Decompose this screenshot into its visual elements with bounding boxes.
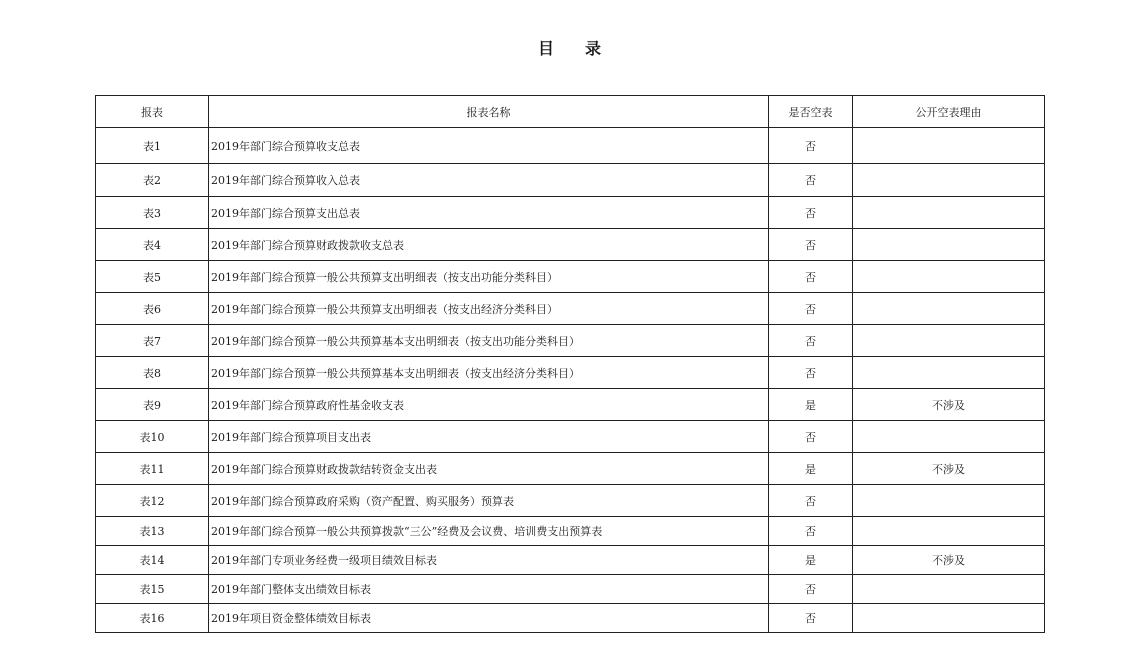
row-report-id: 表8 [96,357,209,389]
table-row [96,197,1045,229]
header-report-name: 报表名称 [209,96,769,128]
row-report-name: 2019年部门综合预算收入总表 [209,164,769,197]
row-report-id: 表10 [96,421,209,453]
table-row [96,421,1045,453]
row-report-name: 2019年部门综合预算财政拨款结转资金支出表 [209,453,769,485]
table-row [96,261,1045,293]
row-report-id: 表13 [96,517,209,546]
table-row [96,517,1045,546]
table-row [96,128,1045,164]
row-report-id: 表5 [96,261,209,293]
row-is-empty: 否 [769,229,853,261]
row-report-id: 表14 [96,546,209,575]
table-row [96,453,1045,485]
row-is-empty: 否 [769,164,853,197]
row-empty-reason [853,229,1045,261]
row-empty-reason: 不涉及 [853,453,1045,485]
table-row [96,604,1045,633]
table-row [96,229,1045,261]
row-is-empty: 是 [769,546,853,575]
header-report-id: 报表 [96,96,209,128]
row-report-id: 表3 [96,197,209,229]
row-report-name: 2019年项目资金整体绩效目标表 [209,604,769,633]
row-report-id: 表6 [96,293,209,325]
row-report-name: 2019年部门专项业务经费一级项目绩效目标表 [209,546,769,575]
row-is-empty: 是 [769,389,853,421]
row-report-name: 2019年部门综合预算政府采购（资产配置、购买服务）预算表 [209,485,769,517]
title-part-2: 录 [585,39,603,58]
row-is-empty: 否 [769,604,853,633]
row-report-id: 表11 [96,453,209,485]
row-is-empty: 是 [769,453,853,485]
row-is-empty: 否 [769,421,853,453]
table-row [96,293,1045,325]
row-empty-reason [853,261,1045,293]
table-body [96,128,1045,633]
row-report-id: 表15 [96,575,209,604]
row-is-empty: 否 [769,197,853,229]
row-empty-reason [853,517,1045,546]
report-index-table [95,95,1045,633]
row-empty-reason: 不涉及 [853,389,1045,421]
row-empty-reason [853,485,1045,517]
row-report-id: 表1 [96,128,209,164]
row-is-empty: 否 [769,485,853,517]
row-report-name: 2019年部门整体支出绩效目标表 [209,575,769,604]
table-row [96,325,1045,357]
row-is-empty: 否 [769,357,853,389]
row-is-empty: 否 [769,517,853,546]
table-row [96,575,1045,604]
row-empty-reason [853,575,1045,604]
row-report-id: 表4 [96,229,209,261]
row-report-id: 表9 [96,389,209,421]
row-report-id: 表2 [96,164,209,197]
row-report-name: 2019年部门综合预算项目支出表 [209,421,769,453]
row-is-empty: 否 [769,575,853,604]
row-is-empty: 否 [769,293,853,325]
row-report-name: 2019年部门综合预算政府性基金收支表 [209,389,769,421]
title-part-1: 目 [537,39,555,58]
table-row [96,389,1045,421]
table-row [96,546,1045,575]
row-report-name: 2019年部门综合预算支出总表 [209,197,769,229]
row-empty-reason [853,164,1045,197]
row-report-name: 2019年部门综合预算一般公共预算基本支出明细表（按支出功能分类科目） [209,325,769,357]
row-is-empty: 否 [769,128,853,164]
row-report-name: 2019年部门综合预算收支总表 [209,128,769,164]
row-empty-reason [853,604,1045,633]
row-report-name: 2019年部门综合预算财政拨款收支总表 [209,229,769,261]
table-row [96,164,1045,197]
header-is-empty: 是否空表 [769,96,853,128]
header-empty-reason: 公开空表理由 [853,96,1045,128]
row-report-name: 2019年部门综合预算一般公共预算支出明细表（按支出功能分类科目） [209,261,769,293]
row-report-id: 表12 [96,485,209,517]
row-is-empty: 否 [769,261,853,293]
row-report-name: 2019年部门综合预算一般公共预算支出明细表（按支出经济分类科目） [209,293,769,325]
row-is-empty: 否 [769,325,853,357]
page-title [0,36,1140,59]
row-report-name: 2019年部门综合预算一般公共预算拨款“三公”经费及会议费、培训费支出预算表 [209,517,769,546]
row-empty-reason [853,325,1045,357]
row-empty-reason [853,197,1045,229]
row-empty-reason: 不涉及 [853,546,1045,575]
row-report-name: 2019年部门综合预算一般公共预算基本支出明细表（按支出经济分类科目） [209,357,769,389]
row-report-id: 表16 [96,604,209,633]
row-report-id: 表7 [96,325,209,357]
row-empty-reason [853,421,1045,453]
row-empty-reason [853,293,1045,325]
table-row [96,485,1045,517]
row-empty-reason [853,128,1045,164]
row-empty-reason [853,357,1045,389]
table-header-row [96,96,1045,128]
table-row [96,357,1045,389]
